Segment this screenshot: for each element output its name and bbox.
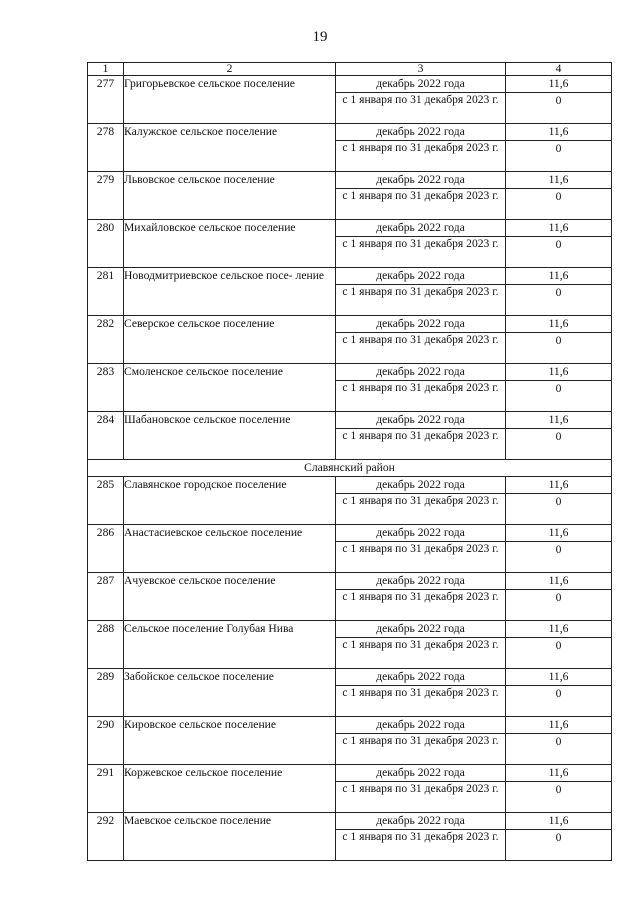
section-row [88,460,612,477]
row-number: 285 [88,477,124,525]
table-row [88,765,612,782]
settlement-name: Кировское сельское поселение [124,717,336,765]
value-december: 11,6 [506,76,612,93]
settlement-name: Маевское сельское поселение [124,813,336,861]
value-december: 11,6 [506,477,612,494]
period-year: с 1 января по 31 декабря 2023 г. [336,494,506,525]
tariff-table [87,62,612,861]
period-december: декабрь 2022 года [336,412,506,429]
value-december: 11,6 [506,172,612,189]
period-year: с 1 января по 31 декабря 2023 г. [336,237,506,268]
value-december: 11,6 [506,268,612,285]
table-row [88,172,612,189]
table-row [88,412,612,429]
period-year: с 1 января по 31 декабря 2023 г. [336,734,506,765]
table-row [88,477,612,494]
period-december: декабрь 2022 года [336,124,506,141]
period-year: с 1 января по 31 декабря 2023 г. [336,141,506,172]
period-december: декабрь 2022 года [336,813,506,830]
period-december: декабрь 2022 года [336,76,506,93]
period-december: декабрь 2022 года [336,765,506,782]
settlement-name: Львовское сельское поселение [124,172,336,220]
table-row [88,621,612,638]
value-december: 11,6 [506,124,612,141]
value-year: 0 [506,734,612,765]
period-december: декабрь 2022 года [336,316,506,333]
settlement-name: Анастасиевское сельское поселение [124,525,336,573]
settlement-name: Смоленское сельское поселение [124,364,336,412]
period-december: декабрь 2022 года [336,717,506,734]
column-header: 4 [506,63,612,76]
period-year: с 1 января по 31 декабря 2023 г. [336,93,506,124]
row-number: 281 [88,268,124,316]
settlement-name: Михайловское сельское поселение [124,220,336,268]
period-december: декабрь 2022 года [336,364,506,381]
row-number: 292 [88,813,124,861]
value-december: 11,6 [506,316,612,333]
value-december: 11,6 [506,412,612,429]
column-header: 2 [124,63,336,76]
table-row [88,717,612,734]
value-december: 11,6 [506,765,612,782]
value-year: 0 [506,333,612,364]
value-year: 0 [506,237,612,268]
value-year: 0 [506,590,612,621]
row-number: 283 [88,364,124,412]
value-year: 0 [506,782,612,813]
row-number: 278 [88,124,124,172]
table-row [88,316,612,333]
period-year: с 1 января по 31 декабря 2023 г. [336,686,506,717]
period-year: с 1 января по 31 декабря 2023 г. [336,429,506,460]
settlement-name: Славянское городское поселение [124,477,336,525]
value-december: 11,6 [506,525,612,542]
table-row [88,124,612,141]
settlement-name: Калужское сельское поселение [124,124,336,172]
value-december: 11,6 [506,717,612,734]
value-december: 11,6 [506,573,612,590]
row-number: 287 [88,573,124,621]
value-year: 0 [506,429,612,460]
period-year: с 1 января по 31 декабря 2023 г. [336,285,506,316]
row-number: 277 [88,76,124,124]
value-year: 0 [506,93,612,124]
period-year: с 1 января по 31 декабря 2023 г. [336,782,506,813]
period-december: декабрь 2022 года [336,268,506,285]
period-december: декабрь 2022 года [336,573,506,590]
settlement-name: Северское сельское поселение [124,316,336,364]
settlement-name: Забойское сельское поселение [124,669,336,717]
value-december: 11,6 [506,220,612,237]
value-year: 0 [506,189,612,220]
table-row [88,573,612,590]
column-header: 3 [336,63,506,76]
row-number: 282 [88,316,124,364]
period-december: декабрь 2022 года [336,669,506,686]
page-number: 19 [312,29,328,45]
table-row [88,364,612,381]
column-header: 1 [88,63,124,76]
value-december: 11,6 [506,621,612,638]
table-row [88,76,612,93]
table-row [88,220,612,237]
settlement-name: Григорьевское сельское поселение [124,76,336,124]
value-year: 0 [506,542,612,573]
period-year: с 1 января по 31 декабря 2023 г. [336,830,506,861]
value-december: 11,6 [506,364,612,381]
value-year: 0 [506,381,612,412]
table-row [88,813,612,830]
table-row [88,669,612,686]
value-december: 11,6 [506,669,612,686]
period-year: с 1 января по 31 декабря 2023 г. [336,381,506,412]
row-number: 279 [88,172,124,220]
value-december: 11,6 [506,813,612,830]
value-year: 0 [506,141,612,172]
row-number: 289 [88,669,124,717]
settlement-name: Новодмитриевское сельское посе- ление [124,268,336,316]
row-number: 280 [88,220,124,268]
settlement-name: Сельское поселение Голубая Нива [124,621,336,669]
period-year: с 1 января по 31 декабря 2023 г. [336,590,506,621]
period-year: с 1 января по 31 декабря 2023 г. [336,333,506,364]
header-row [88,63,612,76]
value-year: 0 [506,686,612,717]
row-number: 291 [88,765,124,813]
value-year: 0 [506,285,612,316]
table-row [88,268,612,285]
period-year: с 1 января по 31 декабря 2023 г. [336,638,506,669]
section-title: Славянский район [88,460,612,477]
value-year: 0 [506,638,612,669]
row-number: 286 [88,525,124,573]
row-number: 284 [88,412,124,460]
period-december: декабрь 2022 года [336,172,506,189]
row-number: 288 [88,621,124,669]
period-december: декабрь 2022 года [336,525,506,542]
value-year: 0 [506,830,612,861]
settlement-name: Шабановское сельское поселение [124,412,336,460]
row-number: 290 [88,717,124,765]
table-row [88,525,612,542]
settlement-name: Ачуевское сельское поселение [124,573,336,621]
period-year: с 1 января по 31 декабря 2023 г. [336,189,506,220]
period-december: декабрь 2022 года [336,220,506,237]
value-year: 0 [506,494,612,525]
settlement-name: Коржевское сельское поселение [124,765,336,813]
period-year: с 1 января по 31 декабря 2023 г. [336,542,506,573]
period-december: декабрь 2022 года [336,621,506,638]
period-december: декабрь 2022 года [336,477,506,494]
